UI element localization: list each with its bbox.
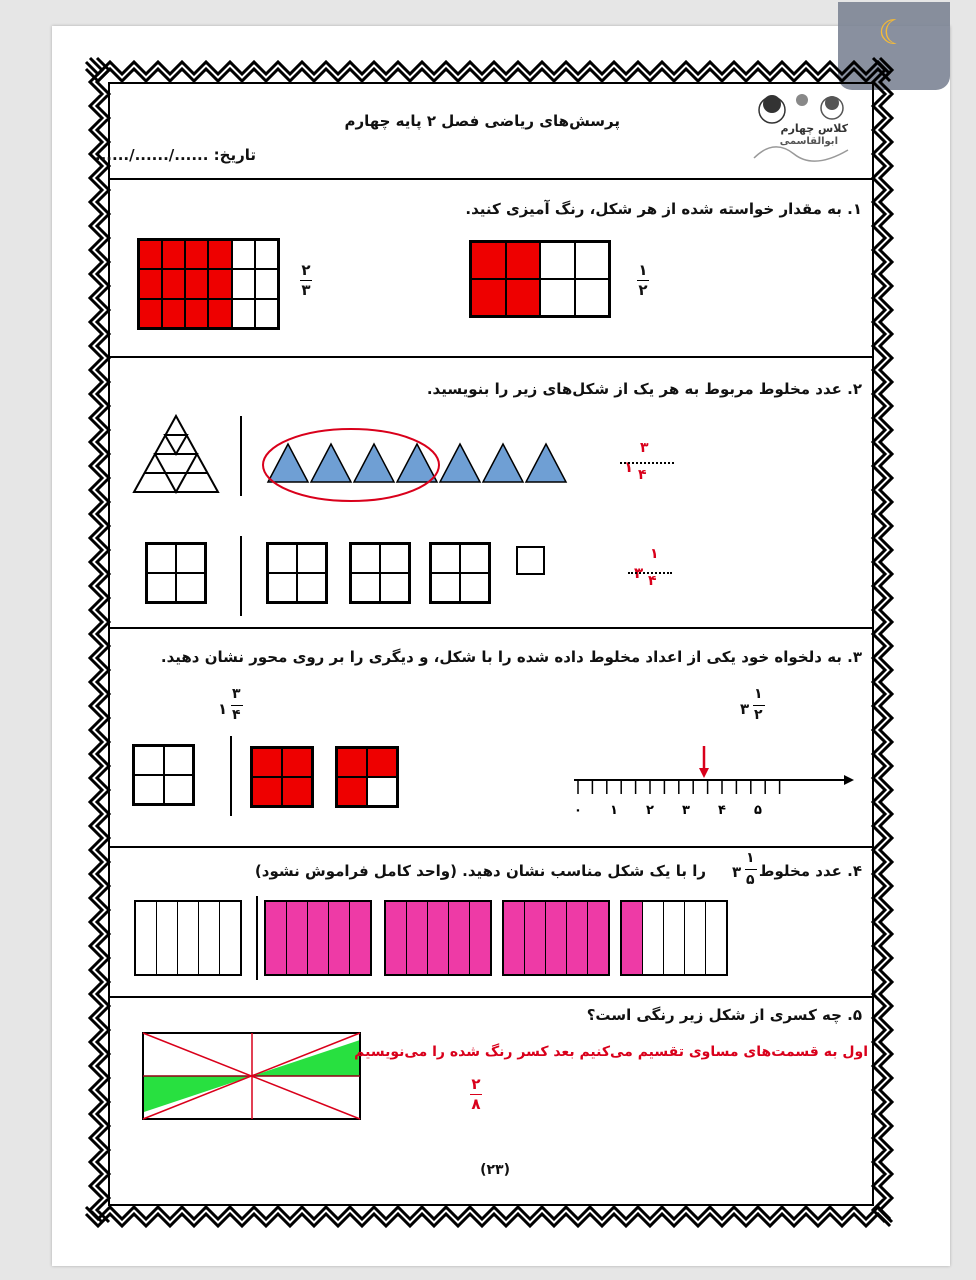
grid-cell[interactable] [232,269,255,298]
q3-right-den: ۲ [754,707,763,723]
q2-answer-2[interactable] [620,546,676,596]
q3-left-num: ۳ [232,686,241,702]
strip-part[interactable] [156,902,177,974]
grid-cell[interactable] [575,242,610,279]
strip-part[interactable] [566,902,587,974]
q5-shape [142,1032,362,1120]
grid-cell[interactable] [185,240,208,269]
strip-part[interactable] [136,902,156,974]
grid-cell[interactable] [232,240,255,269]
q3-number-line[interactable] [570,742,860,826]
q4-separator [256,896,258,980]
q2-separator [240,536,242,616]
grid-cell[interactable] [540,279,575,316]
strip-part[interactable] [469,902,490,974]
grid-cell[interactable] [540,242,575,279]
fraction-strip[interactable] [620,900,728,976]
q1-grid-b[interactable] [137,238,280,330]
q5-hint: اول به قسمت‌های مساوی تقسیم می‌کنیم بعد کسر رنگ شده را می‌نویسیم [354,1044,868,1060]
grid-cell[interactable] [471,279,506,316]
strip-part[interactable] [504,902,524,974]
q3-square-full[interactable] [250,746,314,808]
q4-prompt: ۴. عدد مخلوط [758,862,862,880]
strip-part[interactable] [622,902,642,974]
axis-tick-label: ۲ [646,803,654,818]
q5-answer [470,1076,482,1113]
q2-small-square [516,546,545,575]
q4-mixed-whole: ۳ [732,863,742,881]
grid-cell[interactable] [185,299,208,328]
q4-prompt-tail: را با یک شکل مناسب نشان دهید. (واحد کامل فراموش نشود) [254,862,706,880]
grid-cell[interactable] [208,240,231,269]
strip-part[interactable] [705,902,726,974]
q2-answer-1-whole: ۱ [624,458,634,476]
logo-text-teacher: ابوالقاسمی [779,136,838,147]
grid-cell[interactable] [185,269,208,298]
q2-square-whole [145,542,207,604]
strip-part[interactable] [349,902,370,974]
q1-grid-a[interactable] [469,240,611,318]
grid-cell[interactable] [139,269,162,298]
q1-fraction-b [300,262,312,299]
strip-part[interactable] [328,902,349,974]
q2-prompt: ۲. عدد مخلوط مربوط به هر یک از شکل‌های زیر را بنویسید. [426,380,862,398]
axis-arrowhead [844,775,854,785]
axis-tick-label: ۳ [682,803,690,818]
section-divider [108,996,874,998]
q3-separator [230,736,232,816]
q2-answer-2-num: ۱ [650,546,659,562]
strip-part[interactable] [177,902,198,974]
fraction-strip[interactable] [134,900,242,976]
axis-tick-label: ۴ [718,803,726,818]
strip-part[interactable] [642,902,663,974]
strip-part[interactable] [386,902,406,974]
strip-part[interactable] [198,902,219,974]
q1-a-numerator: ۱ [638,261,648,279]
section-divider [108,846,874,848]
strip-part[interactable] [406,902,427,974]
section-divider [108,356,874,358]
q1-prompt: ۱. به مقدار خواسته شده از هر شکل، رنگ آمیزی کنید. [465,200,862,218]
strip-part[interactable] [545,902,566,974]
date-field: تاریخ: ....../....../...... [94,146,256,164]
q2-separator [240,416,242,496]
q3-mixed-left [218,686,258,732]
fraction-strip[interactable] [264,900,372,976]
grid-cell[interactable] [208,299,231,328]
q3-mixed-right [740,686,780,732]
grid-cell[interactable] [162,299,185,328]
moon-icon: ☾ [878,13,909,53]
q2-square [429,542,491,604]
axis-tick-label: ۰ [574,803,582,818]
q5-prompt: ۵. چه کسری از شکل زیر رنگی است؟ [586,1006,862,1024]
q2-square [266,542,328,604]
q2-triangle-whole [132,414,220,494]
strip-part[interactable] [663,902,684,974]
grid-cell[interactable] [208,269,231,298]
logo-text-class: کلاس چهارم [780,122,848,135]
q2-square [349,542,411,604]
grid-cell[interactable] [255,240,278,269]
q4-mixed [732,850,766,896]
section-divider [108,178,874,180]
strip-part[interactable] [266,902,286,974]
grid-cell[interactable] [139,299,162,328]
q4-mixed-den: ۵ [746,872,755,888]
q3-square-partial[interactable] [335,746,399,808]
grid-cell[interactable] [255,269,278,298]
axis-tick-label: ۱ [610,803,618,818]
q2-answer-1[interactable] [620,440,676,490]
strip-part[interactable] [286,902,307,974]
q3-left-den: ۴ [232,707,241,723]
q3-square-whole [132,744,195,806]
q3-prompt: ۳. به دلخواه خود یکی از اعداد مخلوط داده شده را با شکل، و دیگری را بر روی محور نشان دهید. [160,648,862,666]
strip-part[interactable] [684,902,705,974]
fraction-strip[interactable] [384,900,492,976]
axis-marker-head [699,768,709,778]
grid-cell[interactable] [255,299,278,328]
page-number: (۲۳) [480,1162,510,1178]
grid-cell[interactable] [162,269,185,298]
strip-part[interactable] [427,902,448,974]
grid-cell[interactable] [471,242,506,279]
strip-part[interactable] [524,902,545,974]
strip-part[interactable] [219,902,240,974]
grid-cell[interactable] [162,240,185,269]
q5-answer-den: ۸ [471,1095,481,1113]
q3-right-whole: ۳ [740,700,750,718]
q5-answer-num: ۲ [471,1075,481,1093]
class-logo [744,88,856,168]
q2-answer-2-whole: ۳ [634,564,644,582]
section-divider [108,627,874,629]
grid-cell[interactable] [232,299,255,328]
q2-blue-triangles [258,426,578,502]
q3-left-whole: ۱ [218,700,228,718]
q3-right-num: ۱ [754,686,763,702]
q1-b-numerator: ۲ [301,261,311,279]
strip-part[interactable] [448,902,469,974]
grid-cell[interactable] [506,279,541,316]
q2-answer-2-den: ۴ [648,573,657,589]
q4-mixed-num: ۱ [746,850,755,866]
q1-fraction-a [637,262,649,299]
q2-answer-1-den: ۴ [638,467,647,483]
grid-cell[interactable] [139,240,162,269]
q1-a-denominator: ۲ [638,281,648,299]
q1-b-denominator: ۳ [301,281,311,299]
axis-tick-label: ۵ [754,803,762,818]
strip-part[interactable] [587,902,608,974]
q2-answer-1-num: ۳ [640,440,649,456]
fraction-strip[interactable] [502,900,610,976]
strip-part[interactable] [307,902,328,974]
grid-cell[interactable] [575,279,610,316]
grid-cell[interactable] [506,242,541,279]
page-title: پرسش‌های ریاضی فصل ۲ پایه چهارم [344,112,620,130]
